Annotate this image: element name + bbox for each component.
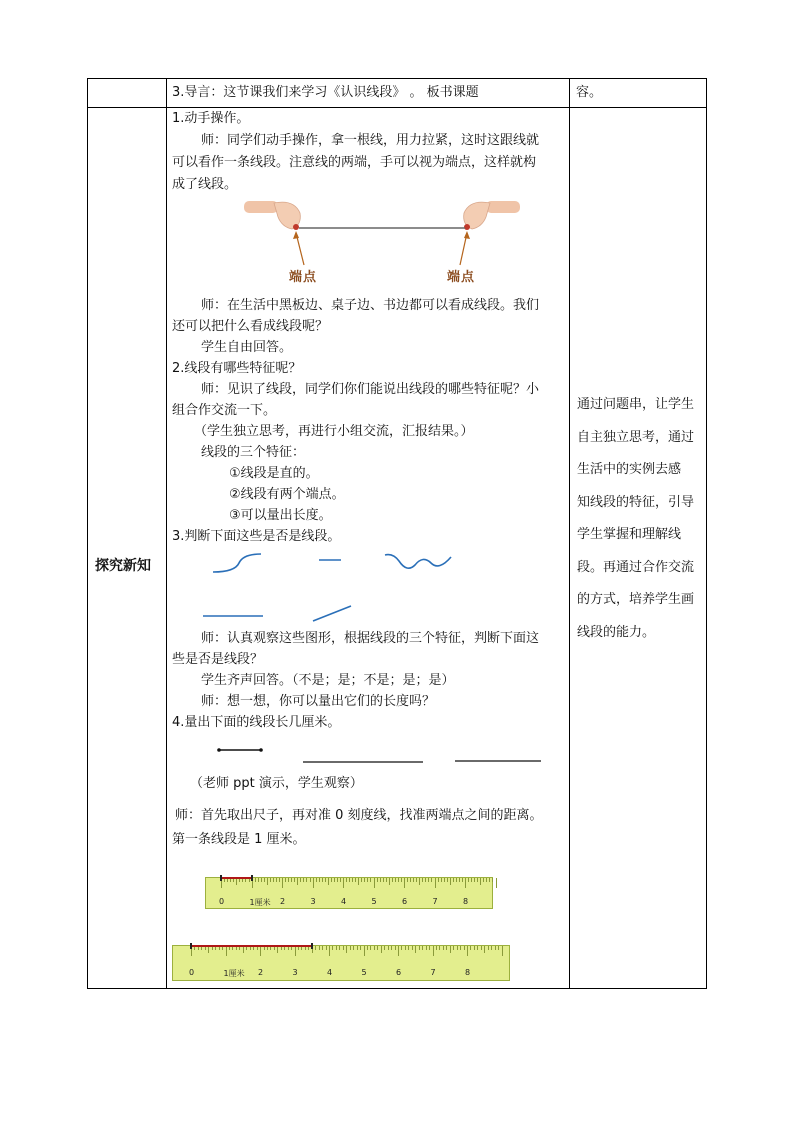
purpose-line: 线段的能力。 xyxy=(577,624,656,640)
step1-title: 1.动手操作。 xyxy=(172,111,250,126)
ruler-label: 7 xyxy=(432,897,438,906)
feature-item: ①线段是直的。 xyxy=(229,466,319,481)
ruler-label: 4 xyxy=(341,897,347,906)
ruler-label: 5 xyxy=(371,897,377,906)
row1-note: 容。 xyxy=(576,85,603,100)
measure-segments xyxy=(215,742,545,766)
content-line: 师：同学们动手操作，拿一根线，用力拉紧，这时这跟线就 xyxy=(201,133,540,148)
section-heading: 探究新知 xyxy=(95,558,151,574)
hands-string-illustration xyxy=(244,195,520,290)
step2-title: 2.线段有哪些特征呢？ xyxy=(172,361,302,376)
content-line: 线段的三个特征： xyxy=(201,445,306,460)
left-arm xyxy=(244,201,278,213)
feature-item: ②线段有两个端点。 xyxy=(229,487,345,502)
ruler-label: 1厘米 xyxy=(223,969,245,978)
ruler-label: 8 xyxy=(465,968,471,977)
endpoint-label-right: 端点 xyxy=(447,270,476,285)
purpose-line: 段。再通过合作交流 xyxy=(577,559,695,575)
content-line: （学生独立思考，再进行小组交流，汇报结果。） xyxy=(194,424,474,439)
ruler-label: 6 xyxy=(402,897,408,906)
endpoint-label-left: 端点 xyxy=(289,270,318,285)
ruler-label: 3 xyxy=(310,897,316,906)
table-top-border xyxy=(87,78,707,79)
ruler-label: 6 xyxy=(396,968,402,977)
purpose-line: 学生掌握和理解线 xyxy=(577,527,682,542)
ruler-label: 8 xyxy=(463,897,469,906)
purpose-line: 生活中的实例去感 xyxy=(577,462,682,477)
ruler-label: 4 xyxy=(327,968,333,977)
ruler-label: 3 xyxy=(292,968,298,977)
table-left-border xyxy=(87,78,88,989)
content-line: 师：在生活中黑板边、桌子边、书边都可以看成线段。我们 xyxy=(201,298,540,313)
content-line: 学生自由回答。 xyxy=(201,340,293,355)
purpose-line: 的方式，培养学生画 xyxy=(577,592,695,607)
content-line: 成了线段。 xyxy=(172,177,238,192)
content-line: （老师 ppt 演示，学生观察） xyxy=(190,776,363,791)
content-line: 可以看作一条线段。注意线的两端，手可以视为端点，这样就构 xyxy=(172,155,537,170)
intro-line: 3.导言：这节课我们来学习《认识线段》 。 板书课题 xyxy=(172,85,479,100)
left-arrowhead xyxy=(293,231,299,239)
content-line: 师：见识了线段，同学们你们能说出线段的哪些特征呢？小 xyxy=(201,382,540,397)
row-divider xyxy=(87,107,707,108)
table-bottom-border xyxy=(87,988,707,989)
ruler-label: 7 xyxy=(430,968,436,977)
content-line: 学生齐声回答。（不是；是；不是；是；是） xyxy=(201,673,455,688)
content-line: 师：想一想，你可以量出它们的长度吗？ xyxy=(201,694,436,709)
purpose-line: 自主独立思考，通过 xyxy=(577,429,695,445)
slanted-segment-shape xyxy=(313,606,351,621)
right-arm xyxy=(486,201,520,213)
feature-item: ③可以量出长度。 xyxy=(229,508,332,523)
right-fingernail xyxy=(464,224,470,230)
ruler-2-labels xyxy=(172,941,512,981)
segment-1-endpoint xyxy=(259,748,263,752)
ruler-1-labels xyxy=(205,873,495,909)
column-divider-2 xyxy=(569,78,570,989)
ruler-label: 2 xyxy=(258,968,264,977)
ruler-label: 0 xyxy=(189,968,195,977)
content-line: 第一条线段是 1 厘米。 xyxy=(172,832,306,847)
segment-1-endpoint xyxy=(217,748,221,752)
ruler-2 xyxy=(172,941,512,981)
ruler-label: 5 xyxy=(361,968,367,977)
curved-line-shape xyxy=(213,554,261,572)
ruler-1 xyxy=(205,873,495,909)
content-line: 师：认真观察这些图形，根据线段的三个特征，判断下面这 xyxy=(201,631,540,646)
ruler-label: 1厘米 xyxy=(249,898,271,907)
table-right-border xyxy=(706,78,707,989)
ruler-tick xyxy=(496,878,497,888)
judge-shapes xyxy=(195,545,475,630)
ruler-label: 0 xyxy=(219,897,225,906)
teaching-purpose xyxy=(577,389,705,649)
step4-title: 4.量出下面的线段长几厘米。 xyxy=(172,715,341,730)
content-line: 些是否是线段？ xyxy=(172,652,264,667)
step3-title: 3.判断下面这些是否是线段。 xyxy=(172,529,341,544)
wavy-line-shape xyxy=(385,555,451,569)
content-line: 师：首先取出尺子，再对准 0 刻度线，找准两端点之间的距离。 xyxy=(175,808,543,823)
ruler-label: 2 xyxy=(280,897,286,906)
content-line: 还可以把什么看成线段呢？ xyxy=(172,319,329,334)
right-arrowhead xyxy=(464,231,470,239)
content-line: 组合作交流一下。 xyxy=(172,403,277,418)
left-fingernail xyxy=(293,224,299,230)
column-divider-1 xyxy=(166,78,167,989)
purpose-line: 通过问题串，让学生 xyxy=(577,397,695,412)
purpose-line: 知线段的特征，引导 xyxy=(577,494,695,510)
